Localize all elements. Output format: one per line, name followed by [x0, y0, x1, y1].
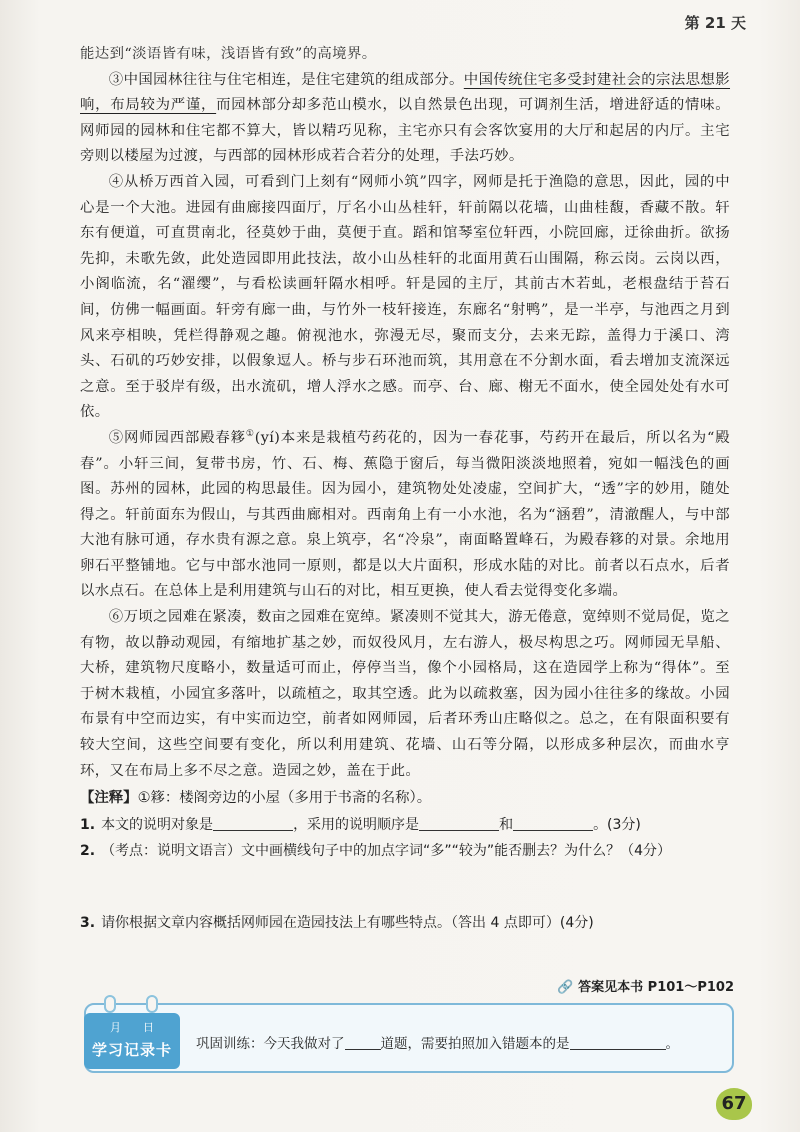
question-2-number: 2. — [80, 842, 96, 859]
record-date: 月 日 — [110, 1021, 154, 1034]
binder-ring-icon — [146, 995, 158, 1013]
answer-blank-order-1[interactable] — [419, 815, 499, 831]
record-text-b: 道题，需要拍照加入错题本的是 — [380, 1036, 570, 1052]
record-text — [196, 1032, 679, 1052]
question-1-text-c: 和 — [499, 816, 514, 833]
question-2-text: （考点：说明文语言）文中画横线句子中的加点字词“多”“较为”能否删去？为什么？（4分） — [101, 842, 671, 859]
binder-ring-icon — [104, 995, 116, 1013]
paragraph-2-end: 能达到“淡语皆有味，浅语皆有致”的高境界。 — [80, 46, 377, 62]
question-3-number: 3. — [80, 914, 96, 931]
question-1 — [80, 812, 730, 838]
correct-count-blank[interactable] — [345, 1034, 381, 1050]
paragraph-3 — [80, 68, 730, 170]
question-3 — [80, 910, 730, 936]
page-number: 67 — [716, 1088, 752, 1120]
paragraph-5 — [80, 426, 730, 605]
question-1-text-d: 。(3分) — [593, 816, 641, 833]
answer-blank-object[interactable] — [213, 815, 293, 831]
question-2 — [80, 838, 730, 864]
question-1-text-b: ，采用的说明顺序是 — [293, 816, 420, 833]
underlined-sentence: 中国传统住宅多受封建社会的宗法思想影响，布局较为严谨， — [80, 71, 731, 114]
question-1-number: 1. — [80, 816, 96, 833]
study-record-card — [84, 1003, 734, 1073]
day-label: 第 21 天 — [684, 14, 746, 32]
paragraph-4: ④从桥万西首入园，可看到门上刻有“网师小筑”四字，网师是托于渔隐的意思，因此，园的中心是一个大池。进园有曲廊接四面厅，厅名小山丛桂轩，轩前隔以花墙，山曲桂馥，香藏不散。轩东有便道，可直贯南北，径莫妙于曲，莫便于直。蹈和馆琴室位轩西，小院回廊，迂徐曲折。欲扬先抑，未歌先敛，此处造园即用此技法，故小山丛桂轩的北面用黄石山围隔，称云岗。云岗以西，小阁临流，名“濯缨”，与看松读画轩隔水相呼。轩是园的主厅，其前古木若虬，老根盘结于苔石间，仿佛一幅画面。轩旁有廊一曲，与竹外一枝轩接连，东廊名“射鸭”，是一半亭，与池西之月到风来亭相映，凭栏得静观之趣。俯视池水，弥漫无尽，聚而支分，去来无踪，盖得力于溪口、湾头、石矶的巧妙安排，以假象逗人。桥与步石环池而筑，其用意在不分割水面，看去增加支流深远之意。至于驳岸有级，出水流矶，增人浮水之感。而亭、台、廊、榭无不面水，使全园处处有水可依。 — [80, 173, 730, 421]
answer-blank-order-2[interactable] — [513, 815, 593, 831]
record-card-tab — [84, 1013, 180, 1069]
footnote-marker: ① — [245, 429, 255, 440]
record-text-a: 巩固训练：今天我做对了 — [196, 1036, 345, 1052]
answer-reference — [557, 976, 734, 995]
annotation-text: ①簃：楼阁旁边的小屋（多用于书斋的名称）。 — [137, 790, 432, 807]
paragraph-5-start: ⑤网师园西部殿春簃 — [108, 429, 246, 446]
question-3-text: 请你根据文章内容概括网师园在造园技法上有哪些特点。（答出 4 点即可）(4分) — [101, 914, 594, 931]
record-text-c: 。 — [665, 1036, 679, 1052]
annotation-label: 【注释】 — [80, 790, 138, 807]
article-body — [80, 42, 730, 936]
paragraph-5-rest: (yí)本来是栽植芍药花的，因为一春花事，芍药开在最后，所以名为“殿春”。小轩三间，复带书房，竹、石、梅、蕉隐于窗后，每当微阳淡淡地照着，宛如一幅浅色的画图。苏州的园林，此园的构思最佳。因为园小，建筑物处处凌虚，空间扩大，“透”字的妙用，随处得之。轩前面东为假山，与其西曲廊相对。西南角上有一小水池，名为“涵碧”，清澈醒人，与中部大池有脉可通，存水贵有源之意。泉上筑亭，名“冷泉”，南面略置峰石，为殿春簃的对景。余地用卵石平整铺地。它与中部水池同一原则，都是以大片面积，形成水陆的对比。前者以石点水，后者以水点石。在总体上是利用建筑与山石的对比，相互更换，使人看去觉得变化多端。 — [80, 429, 731, 600]
annotation — [80, 786, 730, 812]
answer-reference-text: 答案见本书 P101～P102 — [578, 980, 734, 995]
question-1-text-a: 本文的说明对象是 — [101, 816, 214, 833]
paragraph-3-rest: 而园林部分却多范山模水，以自然景色出现，可调剂生活，增进舒适的情味。网师园的园林和住宅都不算大，皆以精巧见称，主宅亦只有会客饮宴用的大厅和起居的内厅。主宅旁则以楼屋为过渡，与西部的园林形成若合若分的处理，手法巧妙。 — [80, 97, 730, 165]
paragraph-6: ⑥万顷之园难在紧凑，数亩之园难在宽绰。紧凑则不觉其大，游无倦意，宽绰则不觉局促，览之有物，故以静动观园，有缩地扩基之妙，而奴役风月，左右游人，极尽构思之巧。网师园无旱船、大桥，建筑物尺度略小，数量适可而止，停停当当，像个小园格局，这在造园学上称为“得体”。至于树木栽植，小园宜多落叶，以疏植之，取其空透。此为以疏救塞，因为园小往往多的缘故。小园布景有中空而边实，有中实而边空，前者如网师园，后者环秀山庄略似之。总之，在有限面积要有较大空间，这些空间要有变化，所以利用建筑、花墙、山石等分隔，以形成多种层次，而曲水亨环，又在布局上多不尽之意。造园之妙，盖在于此。 — [80, 609, 731, 779]
wrong-questions-blank[interactable] — [570, 1034, 666, 1050]
link-icon: 🔗 — [557, 980, 574, 995]
record-title: 学习记录卡 — [91, 1041, 172, 1059]
paragraph-3-start: ③中国园林往往与住宅相连，是住宅建筑的组成部分。 — [108, 71, 464, 88]
